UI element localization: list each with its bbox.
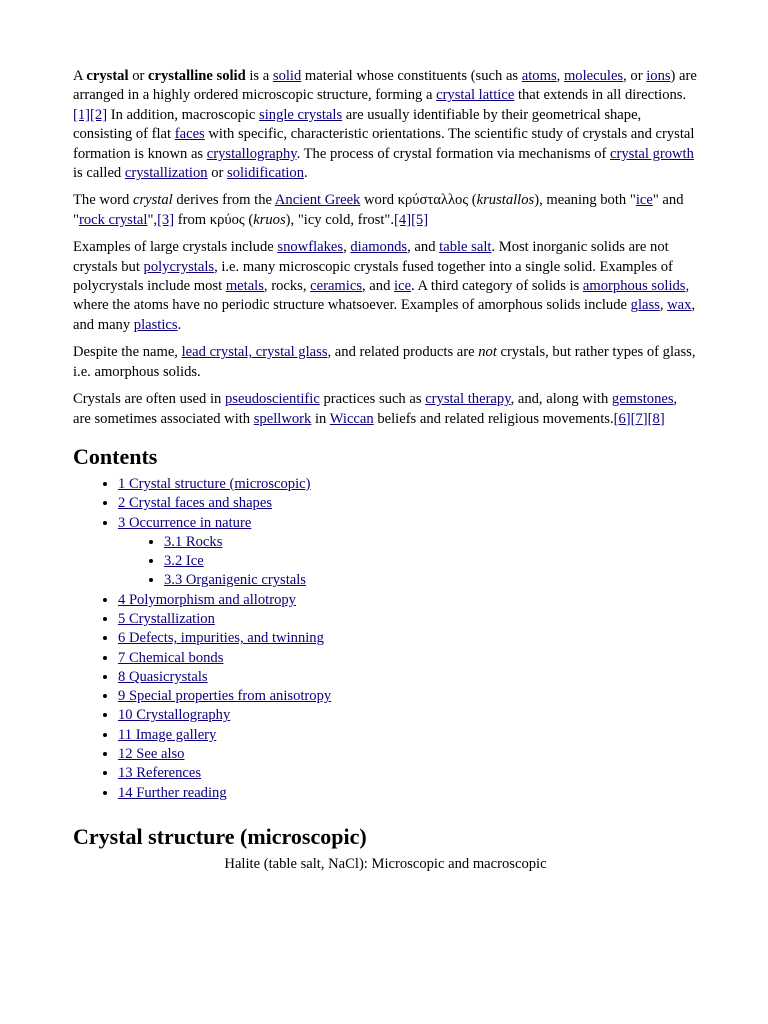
section-heading-crystal-structure: Crystal structure (microscopic) bbox=[73, 823, 367, 849]
link-ancient-greek[interactable]: Ancient Greek bbox=[274, 192, 361, 209]
toc-list bbox=[73, 475, 698, 803]
intro-paragraph-2: The word crystal derives from the Ancient Greek word κρύσταλλος (krustallos), meaning both "ice" and "rock crystal",[3] from κρύος (kruos), "icy cold, frost".[4][5] bbox=[73, 192, 684, 228]
ref-7[interactable]: [7] bbox=[630, 410, 648, 427]
link-faces[interactable]: faces bbox=[174, 126, 205, 143]
link-wax[interactable]: wax bbox=[667, 297, 692, 314]
ref-1[interactable]: [1] bbox=[73, 106, 91, 123]
toc-link-references[interactable]: 13 References bbox=[118, 765, 202, 782]
toc-item bbox=[118, 494, 698, 513]
toc-item bbox=[118, 745, 698, 764]
link-glass[interactable]: glass bbox=[630, 297, 660, 314]
link-ions[interactable]: ions bbox=[646, 68, 671, 84]
link-snowflakes[interactable]: snowflakes bbox=[277, 239, 344, 256]
link-pseudoscientific[interactable]: pseudoscientific bbox=[224, 391, 320, 408]
intro-paragraph-4: Despite the name, lead crystal, crystal glass, and related products are not crystals, but rather types of glass, i.e. amorphous solids. bbox=[73, 344, 696, 380]
word-krustallos: krustallos bbox=[476, 192, 535, 209]
link-gemstones[interactable]: gemstones bbox=[611, 391, 674, 408]
link-single-crystals[interactable]: single crystals bbox=[259, 106, 343, 123]
word-crystal: crystal bbox=[132, 192, 173, 209]
toc-item bbox=[118, 475, 698, 494]
toc-link-ice[interactable]: 3.2 Ice bbox=[164, 553, 204, 570]
link-spellwork[interactable]: spellwork bbox=[253, 410, 312, 427]
toc-item bbox=[118, 610, 698, 629]
intro-paragraph-3: Examples of large crystals include snowflakes, diamonds, and table salt. Most inorganic solids are not crystals but polycrystals, i.e. many microscopic crystals fused together into a single solid. Examples of polycrystals include most metals, rocks, ceramics, and ice. A third category of solids is amorphous solids, where the atoms have no periodic structure whatsoever. Examples of amorphous solids include glass, wax, and many plastics. bbox=[73, 239, 696, 333]
ref-6[interactable]: [6] bbox=[613, 410, 631, 427]
link-amorphous-solids[interactable]: amorphous solids bbox=[582, 278, 686, 295]
toc-item bbox=[118, 591, 698, 610]
link-ice[interactable]: ice bbox=[635, 192, 653, 209]
toc-link-crystal-structure[interactable]: 1 Crystal structure (microscopic) bbox=[118, 475, 311, 492]
ref-8[interactable]: [8] bbox=[647, 410, 665, 427]
toc-link-crystal-faces[interactable]: 2 Crystal faces and shapes bbox=[118, 495, 272, 512]
toc-link-polymorphism[interactable]: 4 Polymorphism and allotropy bbox=[118, 591, 296, 608]
link-ceramics[interactable]: ceramics bbox=[310, 278, 362, 295]
toc-sublist bbox=[118, 533, 698, 591]
toc-link-rocks[interactable]: 3.1 Rocks bbox=[164, 533, 223, 550]
toc-item bbox=[118, 764, 698, 783]
toc-link-crystallization[interactable]: 5 Crystallization bbox=[118, 610, 215, 627]
toc-subitem bbox=[164, 552, 698, 571]
ref-5[interactable]: [5] bbox=[411, 211, 429, 228]
link-atoms[interactable]: atoms bbox=[521, 68, 557, 84]
toc-link-chemical-bonds[interactable]: 7 Chemical bonds bbox=[118, 649, 224, 666]
toc-item bbox=[118, 726, 698, 745]
toc-link-occurrence[interactable]: 3 Occurrence in nature bbox=[118, 514, 252, 531]
toc-item bbox=[118, 629, 698, 648]
toc-link-see-also[interactable]: 12 See also bbox=[118, 746, 185, 763]
ref-3[interactable]: [3] bbox=[157, 211, 175, 228]
link-ice-2[interactable]: ice bbox=[394, 278, 412, 295]
toc-link-crystallography[interactable]: 10 Crystallography bbox=[118, 707, 231, 724]
link-crystallization[interactable]: crystallization bbox=[124, 165, 208, 182]
toc-subitem bbox=[164, 571, 698, 590]
toc-link-defects[interactable]: 6 Defects, impurities, and twinning bbox=[118, 630, 324, 647]
term-crystalline-solid: crystalline solid bbox=[148, 68, 246, 84]
link-table-salt[interactable]: table salt bbox=[439, 239, 492, 256]
word-not: not bbox=[478, 344, 497, 361]
link-crystal-therapy[interactable]: crystal therapy bbox=[425, 391, 511, 408]
link-metals[interactable]: metals bbox=[225, 278, 264, 295]
toc-link-further-reading[interactable]: 14 Further reading bbox=[118, 784, 227, 801]
link-diamonds[interactable]: diamonds bbox=[350, 239, 408, 256]
toc-subitem bbox=[164, 533, 698, 552]
link-plastics[interactable]: plastics bbox=[133, 316, 178, 333]
link-solidification[interactable]: solidification bbox=[227, 165, 305, 182]
intro-paragraph-1: A crystal or crystalline solid is a solid material whose constituents (such as atoms, molecules, or ions) are arranged in a highly ordered microscopic structure, forming a crystal lattice that extends in all directions.[1][2] In addition, macroscopic single crystals are usually identifiable by their geometrical shape, consisting of flat faces with specific, characteristic orientations. The scientific study of crystals and crystal formation is known as crystallography. The process of crystal formation via mechanisms of crystal growth is called crystallization or solidification. bbox=[73, 68, 697, 182]
toc-link-image-gallery[interactable]: 11 Image gallery bbox=[118, 726, 217, 743]
toc-item bbox=[118, 706, 698, 725]
word-kruos: kruos bbox=[253, 211, 286, 228]
ref-2[interactable]: [2] bbox=[90, 106, 108, 123]
toc-item bbox=[118, 784, 698, 803]
link-wiccan[interactable]: Wiccan bbox=[329, 410, 374, 427]
figure-caption: Halite (table salt, NaCl): Microscopic and macroscopic bbox=[224, 855, 547, 872]
link-molecules[interactable]: molecules bbox=[563, 68, 624, 84]
link-crystal-growth[interactable]: crystal growth bbox=[610, 145, 694, 162]
article-body bbox=[73, 67, 698, 874]
ref-4[interactable]: [4] bbox=[394, 211, 412, 228]
link-lead-crystal[interactable]: lead crystal, crystal glass bbox=[181, 344, 328, 361]
link-rock-crystal[interactable]: rock crystal bbox=[78, 211, 148, 228]
toc-item bbox=[118, 687, 698, 706]
toc-item bbox=[118, 514, 698, 591]
toc-item bbox=[118, 668, 698, 687]
toc-item bbox=[118, 649, 698, 668]
contents-heading: Contents bbox=[73, 443, 158, 469]
toc-link-quasicrystals[interactable]: 8 Quasicrystals bbox=[118, 668, 208, 685]
link-solid[interactable]: solid bbox=[272, 68, 302, 84]
link-crystal-lattice[interactable]: crystal lattice bbox=[436, 87, 515, 104]
link-polycrystals[interactable]: polycrystals bbox=[143, 258, 215, 275]
toc-link-anisotropy[interactable]: 9 Special properties from anisotropy bbox=[118, 688, 332, 705]
term-crystal: crystal bbox=[86, 68, 129, 84]
link-crystallography[interactable]: crystallography bbox=[206, 145, 297, 162]
toc-link-organigenic[interactable]: 3.3 Organigenic crystals bbox=[164, 572, 306, 589]
intro-paragraph-5: Crystals are often used in pseudoscientific practices such as crystal therapy, and, along with gemstones, are sometimes associated with spellwork in Wiccan beliefs and related religious movements.[6][7][8] bbox=[73, 391, 678, 427]
